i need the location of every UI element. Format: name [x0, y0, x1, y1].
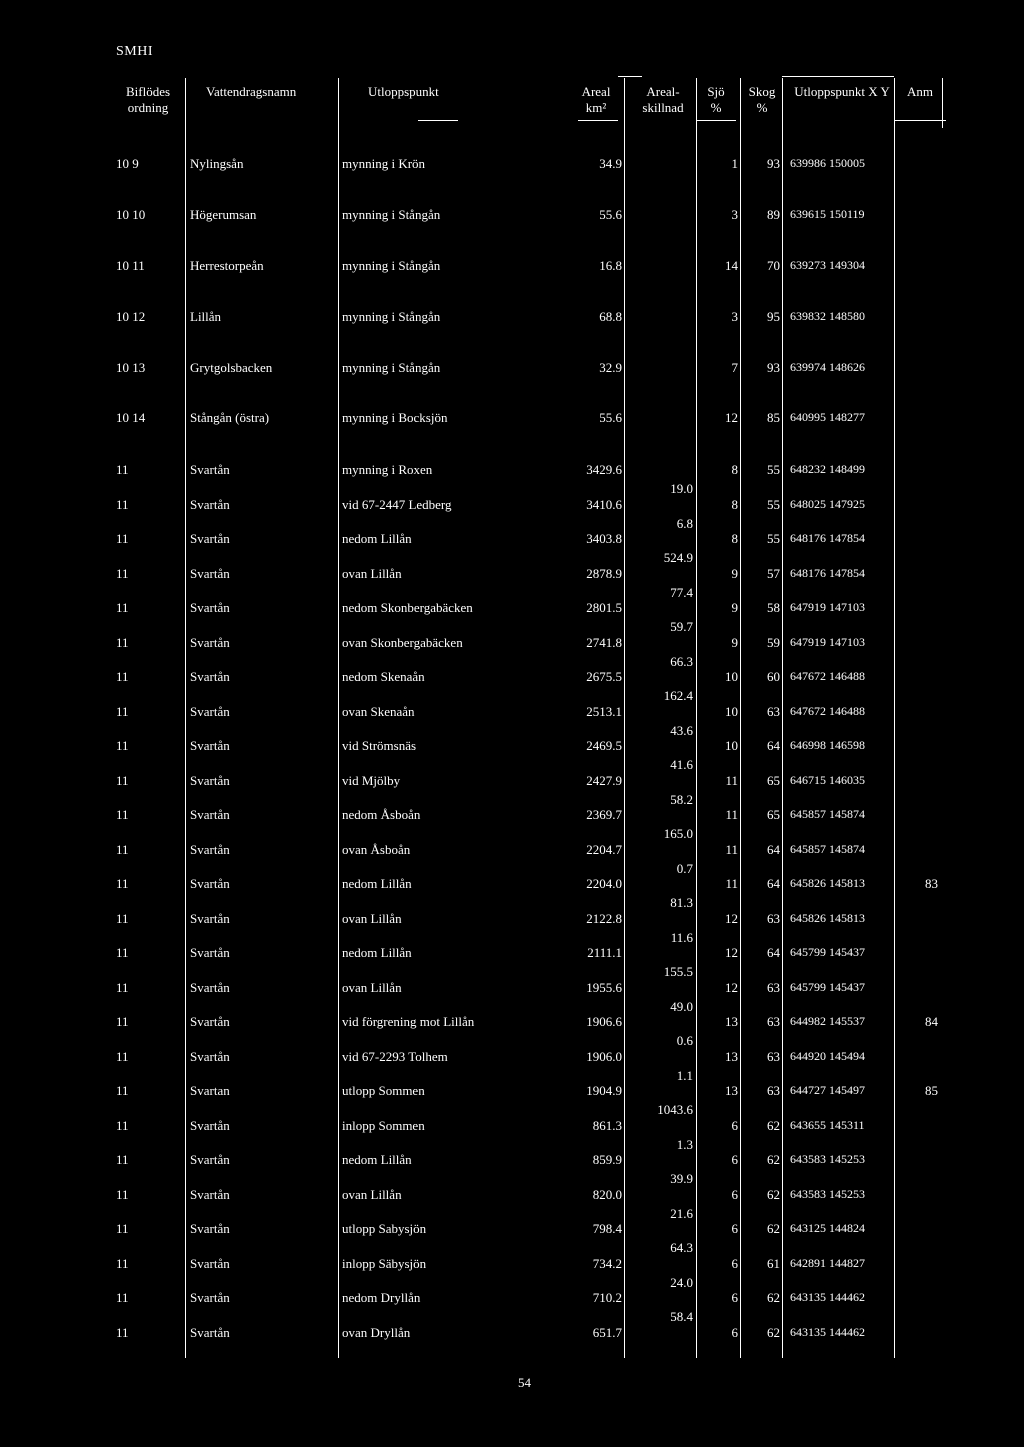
cell-outlet: nedom Lillån [342, 945, 412, 960]
area-difference-value: 1.3 [676, 1137, 693, 1152]
cell-order: 11 [116, 1118, 129, 1133]
cell-area: 1906.6 [586, 1014, 622, 1029]
cell-outlet: mynning i Stångån [342, 309, 441, 324]
cell-forest: 62 [767, 1221, 780, 1236]
cell-forest: 65 [767, 773, 780, 788]
cell-order: 11 [116, 807, 129, 822]
area-difference-value: 524.9 [663, 550, 693, 565]
cell-order: 11 [116, 1256, 129, 1271]
cell-area: 2427.9 [586, 773, 622, 788]
cell-coordinates: 642891 144827 [790, 1256, 865, 1270]
cell-coordinates: 645826 145813 [790, 911, 865, 925]
area-difference-value: 77.4 [670, 585, 693, 600]
cell-order: 11 [116, 876, 129, 891]
cell-name: Svartån [190, 497, 230, 512]
cell-forest: 64 [767, 945, 780, 960]
cell-outlet: mynning i Stångån [342, 360, 441, 375]
cell-order: 11 [116, 945, 129, 960]
area-difference-value: 49.0 [670, 999, 693, 1014]
header-rule [618, 76, 642, 77]
cell-area: 55.6 [599, 207, 622, 222]
cell-coordinates: 643583 145253 [790, 1152, 865, 1166]
cell-lake: 10 [725, 738, 738, 753]
cell-coordinates: 643135 144462 [790, 1325, 865, 1339]
cell-forest: 64 [767, 876, 780, 891]
cell-lake: 13 [725, 1083, 738, 1098]
cell-forest: 62 [767, 1325, 780, 1340]
page-number: 54 [518, 1375, 531, 1390]
area-difference-value: 11.6 [670, 930, 693, 945]
cell-lake: 12 [725, 911, 738, 926]
cell-order: 11 [116, 497, 129, 512]
cell-area: 734.2 [592, 1256, 622, 1271]
cell-order: 11 [116, 1014, 129, 1029]
cell-forest: 64 [767, 842, 780, 857]
cell-area: 1904.9 [586, 1083, 622, 1098]
column-rule [185, 78, 186, 1358]
cell-name: Svartån [190, 600, 230, 615]
cell-lake: 10 [725, 669, 738, 684]
col-header-lake: Sjö % [707, 84, 725, 115]
area-difference-value: 59.7 [670, 619, 693, 634]
col-header-order: Biflödes ordning [125, 84, 171, 115]
cell-coordinates: 645857 145874 [790, 807, 865, 821]
cell-note: 84 [925, 1014, 938, 1029]
cell-forest: 70 [767, 258, 780, 273]
cell-area: 3429.6 [586, 462, 622, 477]
cell-name: Nylingsån [190, 156, 244, 171]
cell-order: 11 [116, 1325, 129, 1340]
area-difference-value: 21.6 [670, 1206, 693, 1221]
cell-area: 1955.6 [586, 980, 622, 995]
column-rule [894, 78, 895, 1358]
cell-forest: 65 [767, 807, 780, 822]
cell-forest: 55 [767, 531, 780, 546]
cell-lake: 11 [725, 842, 738, 857]
cell-area: 2204.0 [586, 876, 622, 891]
cell-name: Svartån [190, 842, 230, 857]
cell-order: 10 9 [116, 156, 139, 171]
cell-name: Svartån [190, 1014, 230, 1029]
cell-outlet: ovan Dryllån [342, 1325, 411, 1340]
cell-outlet: vid 67-2293 Tolhem [342, 1049, 448, 1064]
cell-area: 68.8 [599, 309, 622, 324]
col-header-note: Anm [907, 84, 933, 99]
cell-forest: 62 [767, 1187, 780, 1202]
cell-lake: 11 [725, 876, 738, 891]
cell-coordinates: 646715 146035 [790, 773, 865, 787]
cell-order: 11 [116, 980, 129, 995]
cell-lake: 9 [731, 566, 738, 581]
area-difference-value: 1.1 [676, 1068, 693, 1083]
area-difference-value: 165.0 [663, 826, 693, 841]
cell-outlet: mynning i Stångån [342, 258, 441, 273]
cell-area: 55.6 [599, 410, 622, 425]
cell-coordinates: 639986 150005 [790, 156, 865, 170]
cell-coordinates: 646998 146598 [790, 738, 865, 752]
cell-outlet: ovan Lillån [342, 911, 402, 926]
cell-outlet: nedom Lillån [342, 531, 412, 546]
cell-order: 11 [116, 842, 129, 857]
cell-lake: 6 [731, 1325, 738, 1340]
cell-forest: 60 [767, 669, 780, 684]
cell-coordinates: 639615 150119 [790, 207, 865, 221]
cell-area: 820.0 [592, 1187, 622, 1202]
cell-lake: 12 [725, 980, 738, 995]
cell-lake: 9 [731, 635, 738, 650]
header-rule [578, 120, 618, 121]
area-difference-value: 1043.6 [657, 1102, 693, 1117]
cell-coordinates: 647672 146488 [790, 704, 865, 718]
header-rule [696, 120, 736, 121]
cell-order: 10 14 [116, 410, 146, 425]
cell-order: 11 [116, 462, 129, 477]
cell-name: Svartån [190, 1221, 230, 1236]
cell-lake: 13 [725, 1049, 738, 1064]
cell-order: 10 12 [116, 309, 146, 324]
cell-outlet: nedom Skenaån [342, 669, 425, 684]
area-difference-value: 19.0 [670, 481, 693, 496]
cell-order: 11 [116, 566, 129, 581]
cell-lake: 8 [731, 497, 738, 512]
area-difference-value: 39.9 [670, 1171, 693, 1186]
cell-lake: 11 [725, 807, 738, 822]
cell-coordinates: 639974 148626 [790, 360, 865, 374]
cell-forest: 62 [767, 1118, 780, 1133]
area-difference-value: 155.5 [663, 964, 693, 979]
cell-forest: 93 [767, 156, 780, 171]
col-header-coord: Utloppspunkt X Y [794, 84, 890, 99]
cell-name: Svartån [190, 566, 230, 581]
cell-forest: 89 [767, 207, 780, 222]
cell-note: 83 [925, 876, 938, 891]
cell-note: 85 [925, 1083, 938, 1098]
cell-coordinates: 643125 144824 [790, 1221, 865, 1235]
cell-forest: 63 [767, 1049, 780, 1064]
area-difference-value: 64.3 [670, 1240, 693, 1255]
cell-name: Grytgolsbacken [190, 360, 273, 375]
cell-forest: 62 [767, 1152, 780, 1167]
cell-forest: 58 [767, 600, 780, 615]
cell-coordinates: 644920 145494 [790, 1049, 865, 1063]
cell-area: 2204.7 [586, 842, 622, 857]
cell-name: Svartån [190, 462, 230, 477]
cell-outlet: ovan Åsboån [342, 842, 411, 857]
header-rule [782, 76, 894, 77]
cell-outlet: inlopp Sommen [342, 1118, 425, 1133]
cell-area: 1906.0 [586, 1049, 622, 1064]
cell-coordinates: 648176 147854 [790, 566, 865, 580]
cell-outlet: nedom Lillån [342, 876, 412, 891]
cell-order: 11 [116, 773, 129, 788]
cell-coordinates: 644982 145537 [790, 1014, 865, 1028]
cell-forest: 95 [767, 309, 780, 324]
cell-name: Svartån [190, 911, 230, 926]
cell-order: 11 [116, 600, 129, 615]
cell-outlet: inlopp Säbysjön [342, 1256, 427, 1271]
cell-order: 11 [116, 1152, 129, 1167]
cell-area: 2122.8 [586, 911, 622, 926]
column-rule [782, 78, 783, 1358]
cell-outlet: utlopp Sommen [342, 1083, 425, 1098]
cell-area: 16.8 [599, 258, 622, 273]
area-difference-value: 58.2 [670, 792, 693, 807]
cell-coordinates: 643583 145253 [790, 1187, 865, 1201]
cell-outlet: vid Mjölby [342, 773, 401, 788]
cell-order: 10 10 [116, 207, 146, 222]
column-rule [696, 78, 697, 1358]
cell-lake: 3 [731, 309, 738, 324]
cell-outlet: nedom Lillån [342, 1152, 412, 1167]
cell-area: 2369.7 [586, 807, 622, 822]
area-difference-value: 41.6 [670, 757, 693, 772]
cell-outlet: mynning i Stångån [342, 207, 441, 222]
cell-area: 2513.1 [586, 704, 622, 719]
cell-outlet: vid 67-2447 Ledberg [342, 497, 452, 512]
cell-order: 11 [116, 704, 129, 719]
column-rule [942, 78, 943, 128]
col-header-name: Vattendragsnamn [206, 84, 297, 99]
cell-forest: 64 [767, 738, 780, 753]
cell-name: Svartån [190, 945, 230, 960]
cell-name: Svartån [190, 531, 230, 546]
cell-name: Svartån [190, 704, 230, 719]
cell-lake: 6 [731, 1152, 738, 1167]
cell-forest: 55 [767, 462, 780, 477]
cell-area: 798.4 [592, 1221, 622, 1236]
cell-outlet: mynning i Roxen [342, 462, 433, 477]
cell-area: 651.7 [592, 1325, 622, 1340]
cell-name: Svartan [190, 1083, 230, 1098]
cell-coordinates: 647919 147103 [790, 600, 865, 614]
cell-forest: 59 [767, 635, 780, 650]
cell-coordinates: 645799 145437 [790, 945, 865, 959]
cell-area: 34.9 [599, 156, 622, 171]
cell-name: Lillån [190, 309, 222, 324]
cell-order: 11 [116, 531, 129, 546]
cell-name: Svartån [190, 1325, 230, 1340]
cell-coordinates: 645799 145437 [790, 980, 865, 994]
cell-area: 3410.6 [586, 497, 622, 512]
cell-coordinates: 647919 147103 [790, 635, 865, 649]
cell-outlet: utlopp Sabysjön [342, 1221, 427, 1236]
cell-forest: 62 [767, 1290, 780, 1305]
cell-name: Svartån [190, 980, 230, 995]
cell-outlet: ovan Skonbergabäcken [342, 635, 463, 650]
cell-outlet: nedom Skonbergabäcken [342, 600, 473, 615]
cell-coordinates: 648176 147854 [790, 531, 865, 545]
cell-area: 2801.5 [586, 600, 622, 615]
cell-forest: 63 [767, 704, 780, 719]
cell-coordinates: 648232 148499 [790, 462, 865, 476]
cell-order: 11 [116, 1290, 129, 1305]
cell-lake: 12 [725, 945, 738, 960]
column-rule [624, 78, 625, 1358]
cell-lake: 6 [731, 1290, 738, 1305]
cell-outlet: mynning i Krön [342, 156, 426, 171]
column-rule [338, 78, 339, 1358]
cell-lake: 6 [731, 1187, 738, 1202]
cell-area: 861.3 [592, 1118, 622, 1133]
cell-name: Svartån [190, 738, 230, 753]
cell-lake: 6 [731, 1221, 738, 1236]
cell-coordinates: 647672 146488 [790, 669, 865, 683]
cell-order: 11 [116, 1221, 129, 1236]
cell-area: 3403.8 [586, 531, 622, 546]
cell-outlet: ovan Skenaån [342, 704, 415, 719]
cell-lake: 10 [725, 704, 738, 719]
cell-area: 2675.5 [586, 669, 622, 684]
cell-coordinates: 643655 145311 [790, 1118, 865, 1132]
cell-name: Svartån [190, 669, 230, 684]
area-difference-value: 43.6 [670, 723, 693, 738]
cell-lake: 1 [731, 156, 738, 171]
cell-forest: 85 [767, 410, 780, 425]
area-difference-value: 81.3 [670, 895, 693, 910]
cell-lake: 8 [731, 462, 738, 477]
cell-forest: 63 [767, 911, 780, 926]
cell-name: Högerumsan [190, 207, 257, 222]
org-header: SMHI [116, 44, 154, 59]
cell-name: Svartån [190, 1118, 230, 1133]
area-difference-value: 0.6 [676, 1033, 693, 1048]
cell-lake: 14 [725, 258, 738, 273]
cell-lake: 9 [731, 600, 738, 615]
header-rule [894, 120, 946, 121]
cell-area: 2878.9 [586, 566, 622, 581]
cell-outlet: ovan Lillån [342, 566, 402, 581]
cell-order: 11 [116, 911, 129, 926]
cell-coordinates: 644727 145497 [790, 1083, 865, 1097]
col-header-area-diff: Areal- skillnad [642, 84, 684, 115]
cell-order: 10 13 [116, 360, 146, 375]
cell-area: 859.9 [592, 1152, 622, 1167]
cell-outlet: mynning i Bocksjön [342, 410, 448, 425]
cell-coordinates: 645857 145874 [790, 842, 865, 856]
cell-area: 710.2 [592, 1290, 622, 1305]
cell-order: 11 [116, 738, 129, 753]
area-difference-value: 6.8 [676, 516, 693, 531]
cell-name: Svartån [190, 773, 230, 788]
cell-outlet: nedom Åsboån [342, 807, 421, 822]
cell-lake: 12 [725, 410, 738, 425]
cell-lake: 6 [731, 1256, 738, 1271]
cell-lake: 7 [731, 360, 738, 375]
cell-name: Herrestorpeån [190, 258, 264, 273]
area-difference-value: 0.7 [676, 861, 693, 876]
cell-forest: 61 [767, 1256, 780, 1271]
cell-outlet: vid förgrening mot Lillån [342, 1014, 475, 1029]
area-difference-value: 66.3 [670, 654, 693, 669]
cell-outlet: vid Strömsnäs [342, 738, 417, 753]
cell-area: 2111.1 [587, 945, 622, 960]
cell-name: Stångån (östra) [190, 410, 270, 425]
cell-area: 2469.5 [586, 738, 622, 753]
cell-outlet: ovan Lillån [342, 1187, 402, 1202]
cell-coordinates: 643135 144462 [790, 1290, 865, 1304]
cell-area: 2741.8 [586, 635, 622, 650]
cell-lake: 6 [731, 1118, 738, 1133]
cell-coordinates: 640995 148277 [790, 410, 865, 424]
cell-coordinates: 648025 147925 [790, 497, 865, 511]
cell-order: 11 [116, 1049, 129, 1064]
cell-lake: 3 [731, 207, 738, 222]
cell-forest: 57 [767, 566, 780, 581]
cell-order: 11 [116, 1083, 129, 1098]
cell-coordinates: 645826 145813 [790, 876, 865, 890]
cell-name: Svartån [190, 635, 230, 650]
cell-name: Svartån [190, 1290, 230, 1305]
cell-name: Svartån [190, 1256, 230, 1271]
header-rule [418, 120, 458, 121]
cell-forest: 93 [767, 360, 780, 375]
cell-outlet: ovan Lillån [342, 980, 402, 995]
cell-coordinates: 639273 149304 [790, 258, 865, 272]
area-difference-value: 24.0 [670, 1275, 693, 1290]
cell-name: Svartån [190, 807, 230, 822]
cell-forest: 63 [767, 1083, 780, 1098]
cell-name: Svartån [190, 1152, 230, 1167]
cell-name: Svartån [190, 876, 230, 891]
col-header-outlet: Utloppspunkt [368, 84, 439, 99]
cell-order: 11 [116, 1187, 129, 1202]
cell-forest: 63 [767, 1014, 780, 1029]
col-header-area: Areal km² [581, 84, 611, 115]
cell-order: 10 11 [116, 258, 145, 273]
col-header-forest: Skog % [748, 84, 776, 115]
cell-area: 32.9 [599, 360, 622, 375]
column-rule [740, 78, 741, 1358]
area-difference-value: 58.4 [670, 1309, 693, 1324]
area-difference-value: 162.4 [663, 688, 693, 703]
cell-name: Svartån [190, 1049, 230, 1064]
cell-order: 11 [116, 635, 129, 650]
cell-forest: 63 [767, 980, 780, 995]
cell-lake: 11 [725, 773, 738, 788]
cell-lake: 13 [725, 1014, 738, 1029]
cell-order: 11 [116, 669, 129, 684]
cell-coordinates: 639832 148580 [790, 309, 865, 323]
cell-outlet: nedom Dryllån [342, 1290, 421, 1305]
cell-forest: 55 [767, 497, 780, 512]
cell-name: Svartån [190, 1187, 230, 1202]
cell-lake: 8 [731, 531, 738, 546]
